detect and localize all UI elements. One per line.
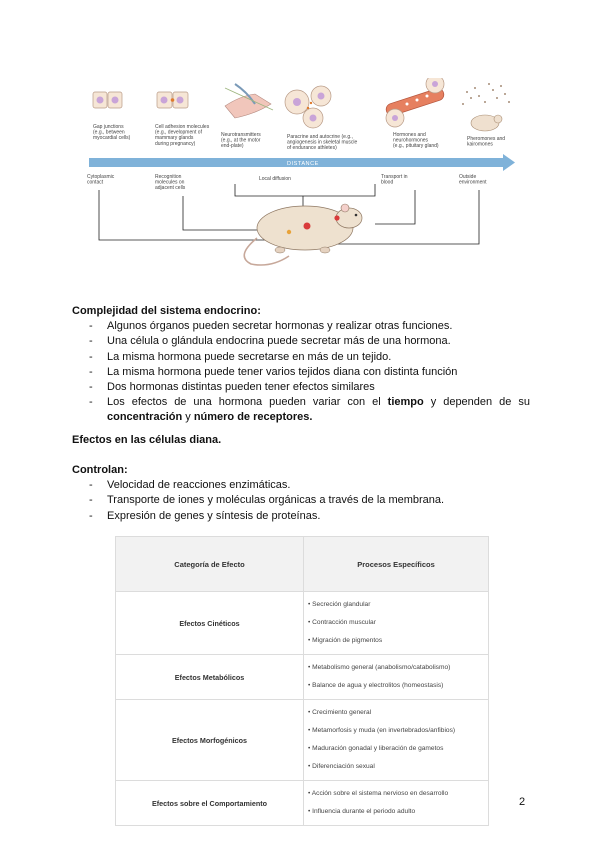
list-item: - Expresión de genes y síntesis de proteínas. bbox=[72, 509, 530, 524]
list-item-effects-variation bbox=[72, 395, 530, 425]
fig-label-hormones-1: Hormones and bbox=[393, 132, 426, 138]
adhesion-cells-illustration bbox=[157, 92, 188, 108]
fig-label-gap-1: Gap junctions bbox=[93, 124, 124, 130]
process-item: • Maduración gonadal y liberación de gametos bbox=[308, 745, 444, 752]
header-processes: Procesos Específicos bbox=[304, 537, 489, 592]
fig-bottom-outside-2: environment bbox=[459, 179, 487, 186]
svg-text:Cell adhesion molecules(e.g., bbox=[155, 124, 210, 147]
processes-cell bbox=[304, 592, 489, 655]
category-cell: Efectos Metabólicos bbox=[116, 655, 304, 700]
fig-label-neuro-2: (e.g., at the motor bbox=[221, 137, 261, 144]
fig-label-neuro-1: Neurotransmitters bbox=[221, 132, 261, 138]
effects-text-2: y dependen de su bbox=[423, 396, 530, 409]
fig-bottom-blood-2: blood bbox=[381, 179, 394, 186]
list-item: - Velocidad de reacciones enzimáticas. bbox=[72, 478, 530, 493]
endocrine-complexity-section bbox=[72, 304, 530, 426]
process-item: • Contracción muscular bbox=[308, 619, 376, 626]
svg-text:Pheromones andkairomones bbox=[467, 136, 505, 148]
fig-label-gap-2: (e.g., between bbox=[93, 129, 125, 136]
table-row bbox=[116, 781, 489, 826]
list-item: - Algunos órganos pueden secretar hormonas y realizar otras funciones. bbox=[72, 319, 530, 334]
fig-bottom-cyto-1: Cytoplasmic bbox=[87, 174, 115, 180]
svg-text:Recognitionmolecules onadjacen bbox=[155, 174, 186, 191]
fig-label-gap-3: myocardial cells) bbox=[93, 135, 131, 142]
fig-label-hormones-3: (e.g., pituitary gland) bbox=[393, 143, 439, 150]
fig-label-adhesion-4: during pregnancy) bbox=[155, 140, 196, 147]
section-heading-complexity: Complejidad del sistema endocrino: bbox=[72, 305, 261, 317]
svg-text:Gap junctions(e.g., betweenmyo bbox=[93, 124, 131, 141]
fig-bottom-cyto-2: contact bbox=[87, 179, 104, 186]
fig-label-paracrine-2: angiogenesis in skeletal muscle bbox=[287, 139, 358, 146]
fig-label-hormones-2: neurohormones bbox=[393, 137, 429, 144]
section-heading-target-cells: Efectos en las células diana. bbox=[72, 434, 222, 446]
process-item: • Migración de pigmentos bbox=[308, 637, 383, 644]
fig-label-adhesion-1: Cell adhesion molecules bbox=[155, 124, 210, 130]
category-cell: Efectos Cinéticos bbox=[116, 592, 304, 655]
section-heading-controls: Controlan: bbox=[72, 464, 128, 476]
svg-text:Neurotransmitters(e.g., at the bbox=[221, 132, 261, 149]
list-item: - Dos hormonas distintas pueden tener efectos similares bbox=[72, 380, 530, 395]
effects-bold-concentration: concentración bbox=[107, 411, 183, 424]
processes-cell bbox=[304, 781, 489, 826]
fig-label-pheromones-2: kairomones bbox=[467, 141, 493, 148]
controls-section bbox=[72, 463, 530, 524]
svg-text:Outsideenvironment bbox=[459, 174, 487, 186]
list-item: - Transporte de iones y moléculas orgánicas a través de la membrana. bbox=[72, 493, 530, 508]
effects-text-3: y bbox=[182, 411, 194, 424]
pheromone-rat-illustration bbox=[462, 83, 510, 131]
process-item: • Secreción glandular bbox=[308, 601, 371, 608]
effects-table bbox=[115, 536, 489, 826]
fig-label-neuro-3: end-plate) bbox=[221, 143, 244, 150]
distance-axis-label: DISTANCE bbox=[287, 161, 319, 167]
header-category: Categoría de Efecto bbox=[116, 537, 304, 592]
rat-illustration bbox=[244, 204, 362, 265]
effects-text-1: Los efectos de una hormona pueden variar con el bbox=[107, 396, 388, 409]
effects-bold-receptors: número de receptores. bbox=[193, 411, 313, 424]
svg-text:Transport inblood bbox=[381, 174, 408, 186]
table-row bbox=[116, 700, 489, 781]
distance-arrow bbox=[89, 154, 515, 171]
fig-bottom-local: Local diffusion bbox=[259, 176, 291, 182]
gap-junction-cells-illustration bbox=[93, 92, 122, 108]
category-cell: Efectos Morfogénicos bbox=[116, 700, 304, 781]
list-item: - La misma hormona puede secretarse en más de un tejido. bbox=[72, 350, 530, 365]
fig-bottom-recog-2: molecules on bbox=[155, 179, 185, 186]
fig-bottom-recog-1: Recognition bbox=[155, 174, 182, 180]
table-row bbox=[116, 592, 489, 655]
process-item: • Influencia durante el periodo adulto bbox=[308, 808, 416, 815]
process-item: • Diferenciación sexual bbox=[308, 763, 375, 770]
fig-bottom-outside-1: Outside bbox=[459, 174, 477, 180]
fig-label-paracrine-1: Paracrine and autocrine (e.g., bbox=[287, 134, 353, 140]
process-item: • Balance de agua y electrolitos (homeostasis) bbox=[308, 682, 444, 689]
table-row bbox=[116, 655, 489, 700]
controls-list bbox=[72, 478, 530, 524]
table-header-row bbox=[116, 537, 489, 592]
svg-text:Paracrine and autocrine (e.g., bbox=[287, 134, 358, 151]
fig-bottom-recog-3: adjacent cells bbox=[155, 185, 186, 192]
complexity-list bbox=[72, 319, 530, 425]
svg-text:Hormones andneurohormones(e.g. bbox=[393, 132, 439, 149]
svg-text:Cytoplasmiccontact bbox=[87, 174, 115, 186]
process-item: • Metamorfosis y muda (en invertebrados/anfibios) bbox=[308, 727, 456, 734]
communication-figure bbox=[75, 78, 525, 270]
page-number: 2 bbox=[519, 796, 526, 808]
process-item: • Acción sobre el sistema nervioso en desarrollo bbox=[308, 790, 449, 797]
processes-cell bbox=[304, 700, 489, 781]
neuron-muscle-illustration bbox=[225, 84, 273, 118]
list-item: - La misma hormona puede tener varios tejidos diana con distinta función bbox=[72, 365, 530, 380]
effects-bold-time: tiempo bbox=[387, 396, 424, 409]
process-item: • Metabolismo general (anabolismo/catabolismo) bbox=[308, 664, 451, 671]
category-cell: Efectos sobre el Comportamiento bbox=[116, 781, 304, 826]
processes-cell bbox=[304, 655, 489, 700]
communication-diagram bbox=[75, 78, 525, 270]
blood-vessel-illustration bbox=[385, 78, 446, 127]
fig-bottom-blood-1: Transport in bbox=[381, 174, 408, 180]
process-item: • Crecimiento general bbox=[308, 709, 372, 716]
fig-label-pheromones-1: Pheromones and bbox=[467, 136, 506, 142]
fig-label-paracrine-3: of endurance athletes) bbox=[287, 145, 337, 152]
list-item: - Una célula o glándula endocrina puede secretar más de una hormona. bbox=[72, 334, 530, 349]
fig-label-adhesion-3: mammary glands bbox=[155, 135, 194, 142]
paracrine-cells-illustration bbox=[285, 86, 331, 128]
fig-label-adhesion-2: (e.g., development of bbox=[155, 129, 202, 136]
